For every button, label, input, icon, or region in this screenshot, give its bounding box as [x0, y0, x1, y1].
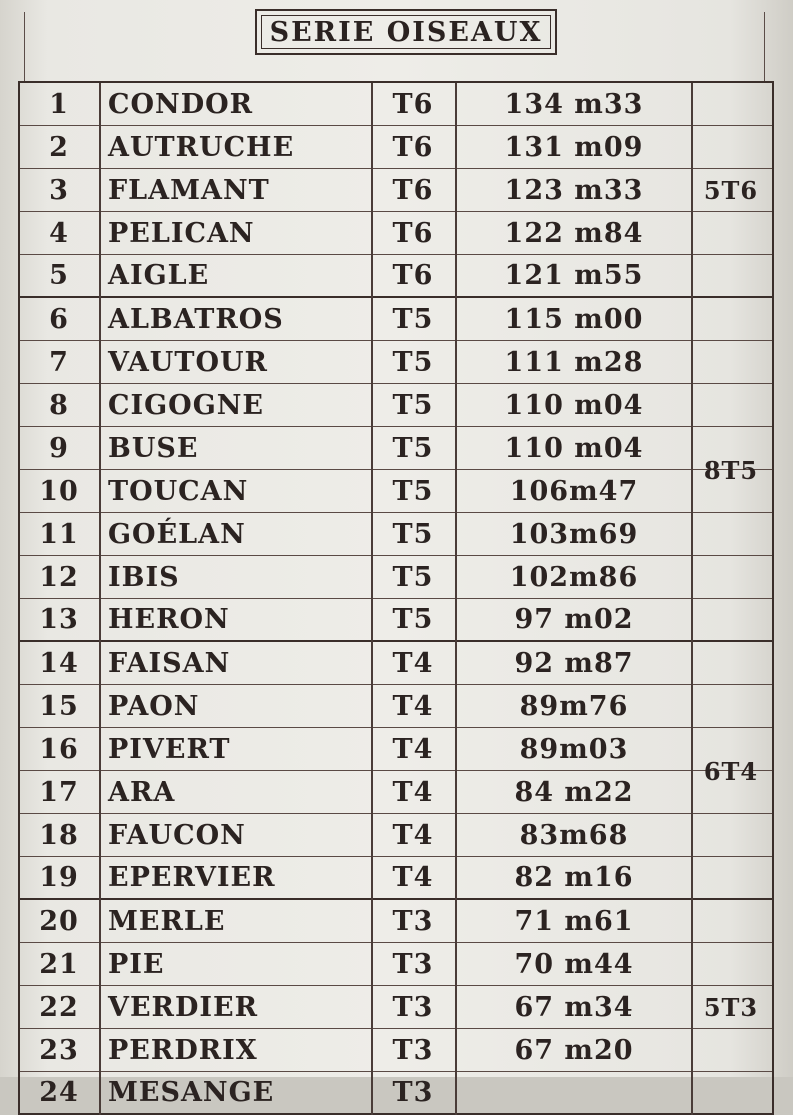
measure-value: 123 m33: [504, 174, 644, 206]
page-title: SERIE OISEAUX: [269, 16, 543, 48]
row-number: 9: [49, 432, 69, 464]
row-number: 22: [39, 991, 79, 1023]
column-divider: [99, 83, 101, 1115]
measure-value: 103m69: [509, 518, 639, 550]
table-row: [20, 83, 772, 126]
row-number: 15: [39, 690, 79, 722]
table-row: [20, 556, 772, 599]
measure-value: 84 m22: [514, 776, 634, 808]
table-row: [20, 986, 772, 1029]
type-code: T5: [392, 475, 434, 507]
type-code: T4: [392, 776, 434, 808]
type-code: T3: [392, 948, 434, 980]
type-code: T4: [392, 819, 434, 851]
measure-value: 82 m16: [514, 862, 634, 893]
bird-name: AIGLE: [108, 260, 210, 291]
group-label: 6T4: [703, 756, 759, 786]
table-row: [20, 728, 772, 771]
margin-rule-left: [24, 12, 25, 82]
row-number: 14: [39, 647, 79, 679]
type-code: T3: [392, 1077, 434, 1108]
row-number: 10: [39, 475, 79, 507]
measure-value: 110 m04: [504, 389, 644, 421]
type-code: T6: [392, 260, 434, 291]
row-number: 13: [39, 604, 79, 635]
row-number: 11: [39, 518, 79, 550]
measure-value: 134 m33: [504, 88, 644, 120]
row-number: 16: [39, 733, 79, 765]
type-code: T4: [392, 647, 434, 679]
measure-value: 89m03: [519, 733, 629, 765]
row-number: 17: [39, 776, 79, 808]
table-row: [20, 169, 772, 212]
type-code: T5: [392, 346, 434, 378]
measure-value: [456, 1072, 692, 1113]
table-row: [20, 599, 772, 642]
type-code: T5: [392, 389, 434, 421]
bird-name: ALBATROS: [108, 303, 284, 335]
type-code: T5: [392, 561, 434, 593]
bird-name: EPERVIER: [108, 862, 276, 893]
row-number: 21: [39, 948, 79, 980]
row-number: 18: [39, 819, 79, 851]
type-code: T6: [392, 131, 434, 163]
table-row: [20, 685, 772, 728]
row-number: 12: [39, 561, 79, 593]
row-number: 23: [39, 1034, 79, 1066]
measure-value: 121 m55: [504, 260, 644, 291]
column-divider: [371, 83, 373, 1115]
measure-value: 97 m02: [514, 604, 634, 635]
column-divider: [455, 83, 457, 1115]
group-cell: [692, 298, 770, 642]
row-number: 6: [49, 303, 69, 335]
bird-name: PIVERT: [108, 733, 231, 765]
table-row: [20, 341, 772, 384]
measure-value: 71 m61: [514, 905, 634, 937]
bird-name: VAUTOUR: [108, 346, 268, 378]
bird-name: PAON: [108, 690, 200, 722]
row-number: 2: [49, 131, 69, 163]
bird-name: GOÉLAN: [108, 518, 246, 550]
measure-value: 67 m34: [514, 991, 634, 1023]
group-cell: [692, 83, 770, 298]
group-label: 5T3: [703, 993, 759, 1022]
measure-value: 131 m09: [504, 131, 644, 163]
row-number: 7: [49, 346, 69, 378]
measure-value: 111 m28: [504, 346, 644, 378]
bird-name: TOUCAN: [108, 475, 249, 507]
type-code: T6: [392, 174, 434, 206]
type-code: T4: [392, 862, 434, 893]
measure-value: 67 m20: [514, 1034, 634, 1066]
bird-name: CIGOGNE: [108, 389, 265, 421]
bird-name: FAUCON: [108, 819, 246, 851]
bird-name: MESANGE: [108, 1077, 275, 1108]
group-label: 5T6: [703, 176, 759, 205]
type-code: T3: [392, 905, 434, 937]
table-row: [20, 771, 772, 814]
table-row: [20, 298, 772, 341]
type-code: T4: [392, 690, 434, 722]
row-number: 3: [49, 174, 69, 206]
bird-name: AUTRUCHE: [108, 131, 295, 163]
bird-name: MERLE: [108, 905, 226, 937]
measure-value: 122 m84: [504, 217, 644, 249]
bird-name: PIE: [108, 948, 165, 980]
bird-name: FLAMANT: [108, 174, 270, 206]
table-row: [20, 1029, 772, 1072]
row-number: 1: [49, 88, 69, 120]
type-code: T6: [392, 217, 434, 249]
type-code: T5: [392, 604, 434, 635]
measure-value: 83m68: [519, 819, 629, 851]
bird-name: HERON: [108, 604, 230, 635]
measure-value: 89m76: [519, 690, 629, 722]
table-row: [20, 212, 772, 255]
type-code: T3: [392, 991, 434, 1023]
table-row: [20, 857, 772, 900]
measure-value: 115 m00: [504, 303, 644, 335]
type-code: T5: [392, 518, 434, 550]
bird-name: PERDRIX: [108, 1034, 258, 1066]
measure-value: 106m47: [509, 475, 639, 507]
margin-rule-right: [764, 12, 765, 82]
measure-value: 102m86: [509, 561, 639, 593]
bird-name: VERDIER: [108, 991, 259, 1023]
table-row: [20, 427, 772, 470]
type-code: T4: [392, 733, 434, 765]
bird-name: BUSE: [108, 432, 199, 464]
row-number: 19: [39, 862, 79, 893]
bird-table: [18, 81, 774, 1115]
type-code: T3: [392, 1034, 434, 1066]
table-row: [20, 900, 772, 943]
bird-name: ARA: [108, 776, 176, 808]
measure-value: 70 m44: [514, 948, 634, 980]
table-row: [20, 255, 772, 298]
type-code: T6: [392, 88, 434, 120]
row-number: 20: [39, 905, 79, 937]
row-number: 4: [49, 217, 69, 249]
measure-value: 110 m04: [504, 432, 644, 464]
group-cell: [692, 642, 770, 900]
table-row: [20, 642, 772, 685]
table-row: [20, 943, 772, 986]
group-cell: [692, 900, 770, 1115]
row-number: 24: [39, 1077, 79, 1108]
bird-name: IBIS: [108, 561, 180, 593]
type-code: T5: [392, 303, 434, 335]
row-number: 5: [49, 260, 69, 291]
measure-value: 92 m87: [514, 647, 634, 679]
title-box: [255, 9, 557, 55]
bird-name: FAISAN: [108, 647, 231, 679]
type-code: T5: [392, 432, 434, 464]
table-row: [20, 814, 772, 857]
bird-name: CONDOR: [108, 88, 254, 120]
bird-name: PELICAN: [108, 217, 255, 249]
table-row: [20, 470, 772, 513]
row-number: 8: [49, 389, 69, 421]
table-row: [20, 126, 772, 169]
table-row: [20, 384, 772, 427]
table-row: [20, 1072, 772, 1115]
table-row: [20, 513, 772, 556]
group-label: 8T5: [703, 455, 759, 485]
